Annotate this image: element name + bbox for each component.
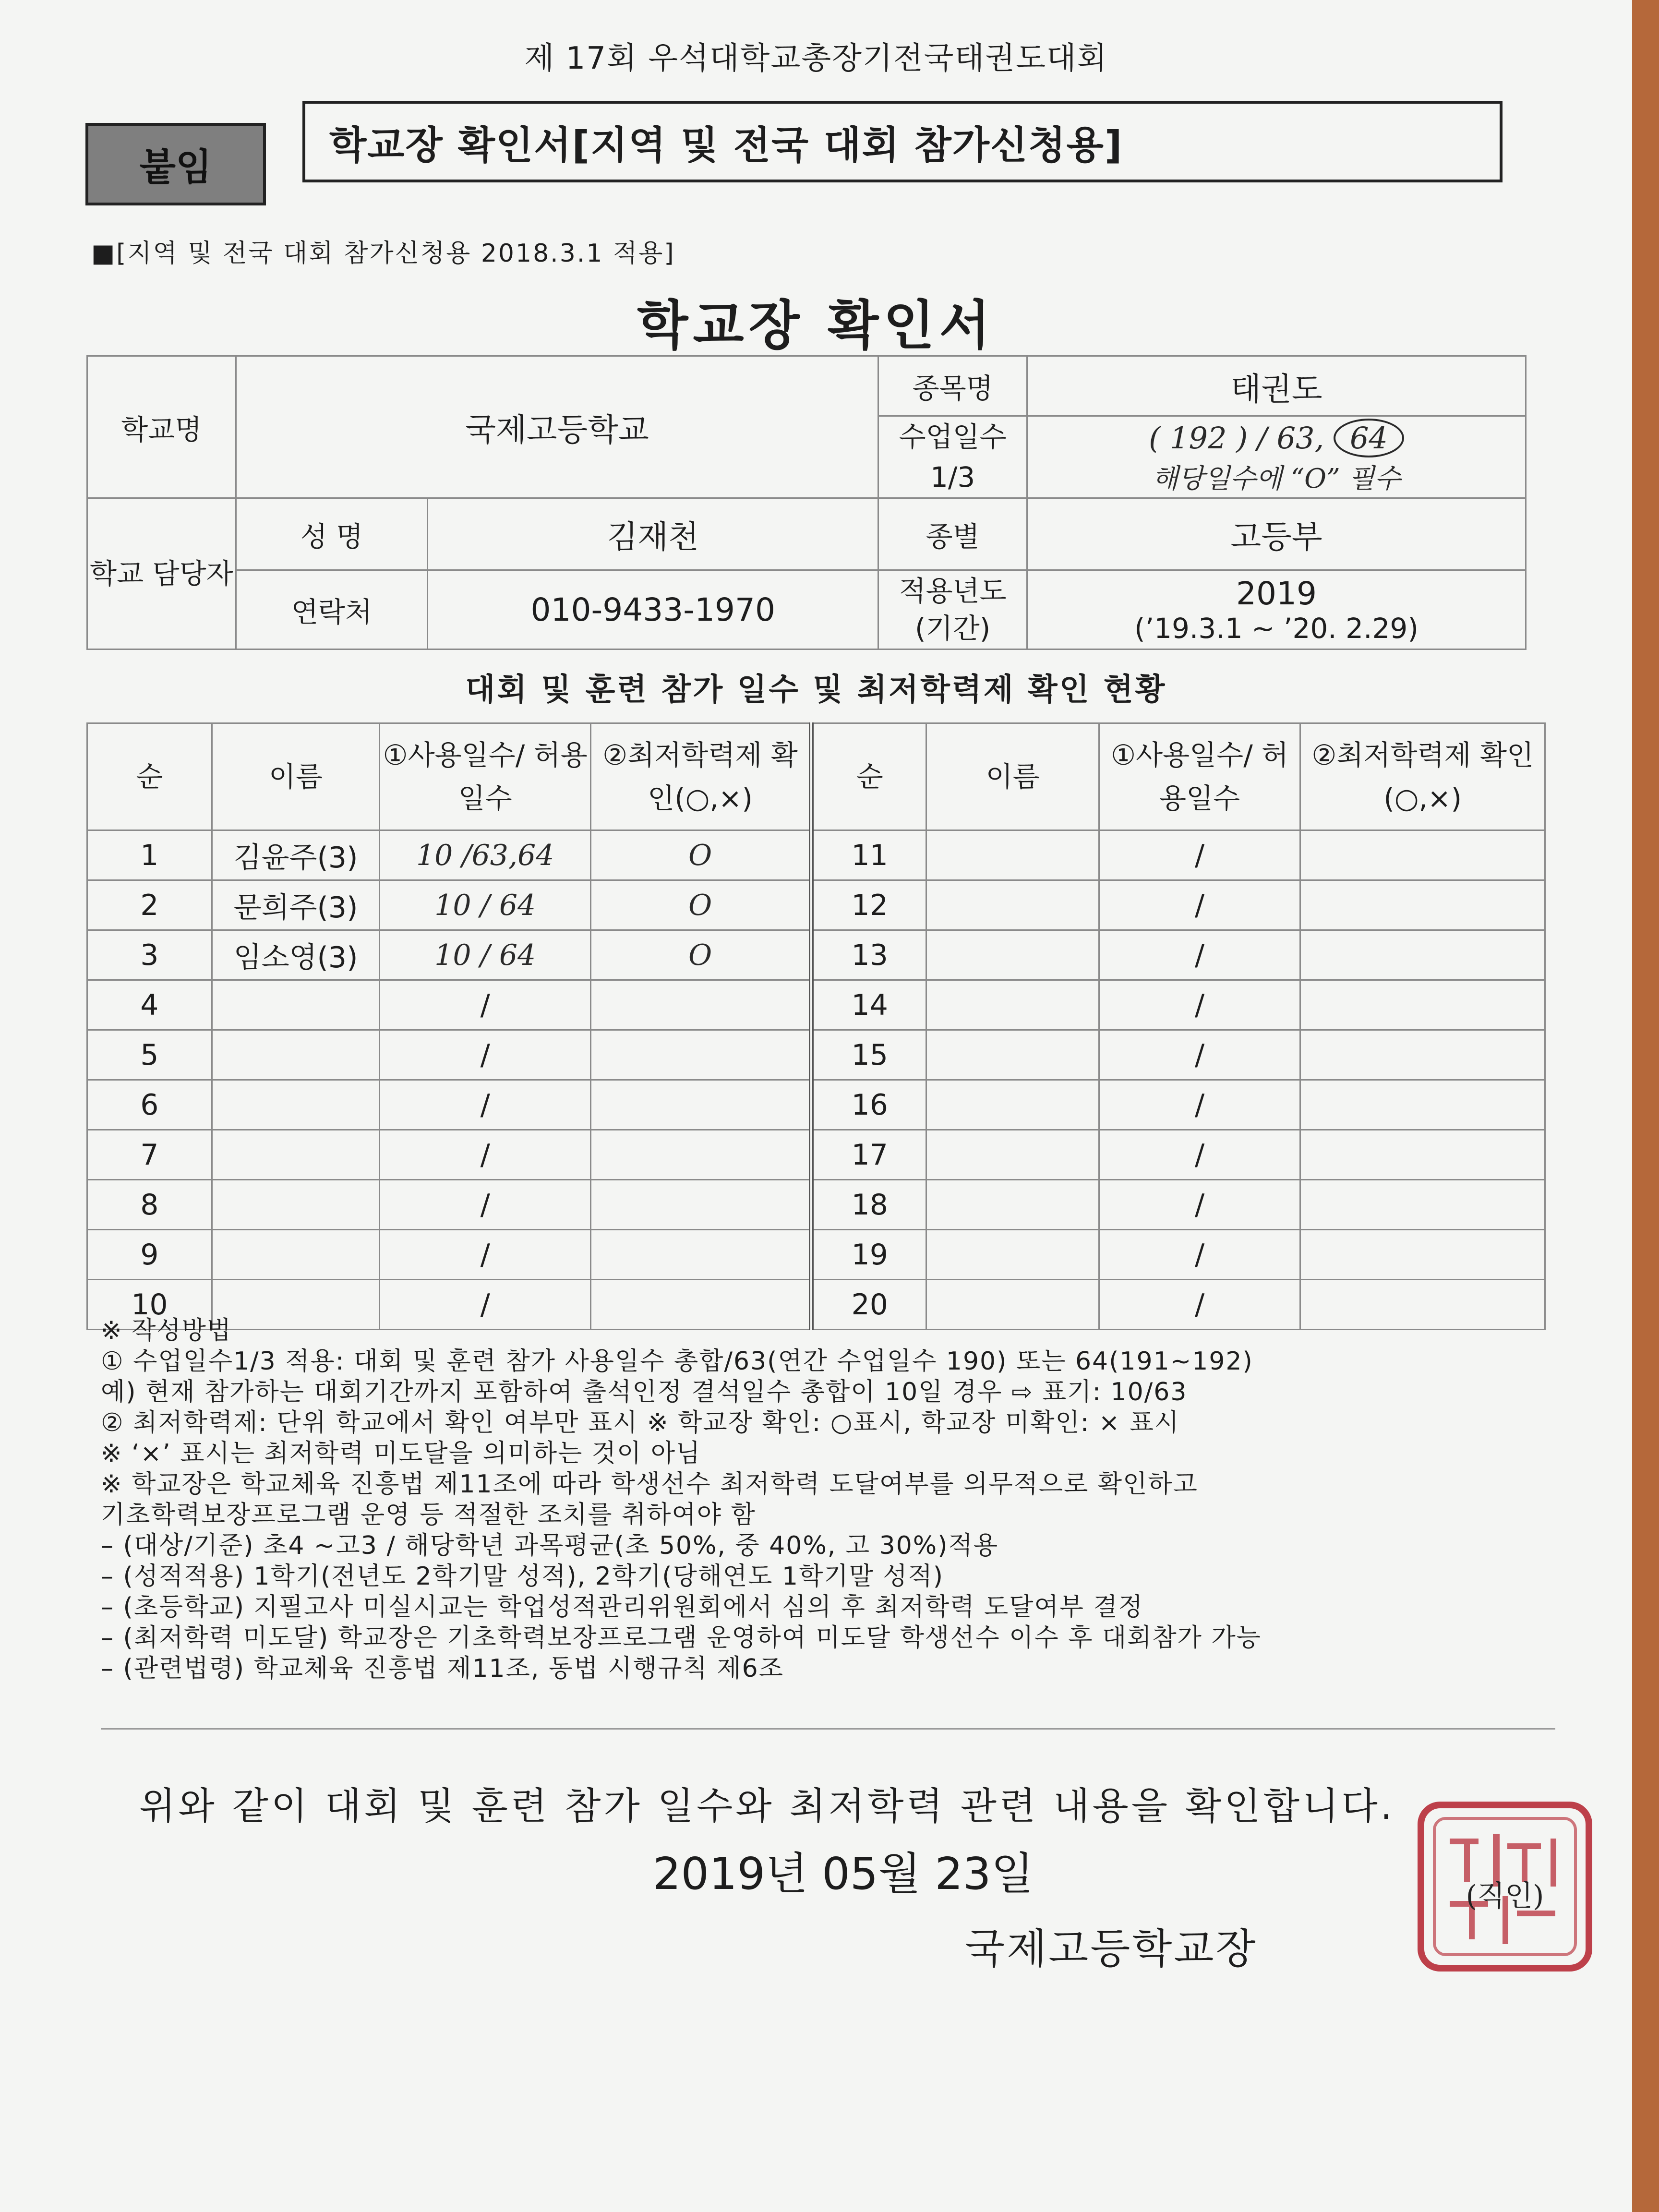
header-min-academic: ②최저학력제 확인(○,×) bbox=[591, 723, 812, 830]
days-used: / bbox=[380, 1180, 591, 1230]
school-name: 국제고등학교 bbox=[236, 356, 878, 498]
roster-table bbox=[86, 722, 1546, 1330]
header-no: 순 bbox=[811, 723, 926, 830]
class-days-cell bbox=[1027, 416, 1526, 498]
days-used: / bbox=[1099, 1130, 1300, 1180]
student-name: 김윤주(3) bbox=[212, 830, 380, 880]
academic-check bbox=[591, 1130, 812, 1180]
student-name bbox=[926, 830, 1099, 880]
roster-title: 대회 및 훈련 참가 일수 및 최저학력제 확인 현황 bbox=[465, 672, 1167, 708]
manager-label: 학교 담당자 bbox=[87, 498, 236, 649]
academic-check bbox=[1300, 830, 1545, 880]
row-no: 14 bbox=[811, 980, 926, 1030]
method-line: ② 최저학력제: 단위 학교에서 확인 여부만 표시 ※ 학교장 확인: ○표시, 학교장 미확인: × 표시 bbox=[101, 1408, 1180, 1437]
sport-label: 종목명 bbox=[878, 356, 1027, 416]
student-name bbox=[926, 1230, 1099, 1280]
row-no: 16 bbox=[811, 1080, 926, 1130]
row-no: 13 bbox=[811, 930, 926, 980]
student-name bbox=[926, 1030, 1099, 1080]
days-used: 10 / 64 bbox=[380, 880, 591, 930]
academic-check bbox=[591, 980, 812, 1030]
method-line: ※ ‘×’ 표시는 최저학력 미도달을 의미하는 것이 아님 bbox=[101, 1439, 701, 1468]
method-line: ※ 학교장은 학교체육 진흥법 제11조에 따라 학생선수 최저학력 도달여부를 의무적으로 확인하고 bbox=[101, 1470, 1198, 1499]
class-days-total: ( 192 ) bbox=[1149, 420, 1248, 456]
table-row bbox=[87, 1080, 1545, 1130]
event-name: 제 17회 우석대학교총장기전국태권도대회 bbox=[524, 41, 1108, 76]
table-row bbox=[87, 980, 1545, 1030]
header-days: ①사용일수/ 허용일수 bbox=[380, 723, 591, 830]
school-name-label: 학교명 bbox=[87, 356, 236, 498]
row-no: 5 bbox=[87, 1030, 212, 1080]
header-title: 학교장 확인서[지역 및 전국 대회 참가신청용] bbox=[302, 101, 1503, 182]
days-used: / bbox=[1099, 1030, 1300, 1080]
seal-handwritten-mark: (직인) bbox=[1466, 1879, 1544, 1913]
header-days: ①사용일수/ 허용일수 bbox=[1099, 723, 1300, 830]
table-row bbox=[87, 880, 1545, 930]
student-name bbox=[212, 1130, 380, 1180]
row-no: 10 bbox=[87, 1280, 212, 1330]
student-name bbox=[212, 1080, 380, 1130]
days-used: / bbox=[1099, 1230, 1300, 1280]
method-line: 예) 현재 참가하는 대회기간까지 포함하여 출석인정 결석일수 총합이 10일 경우 ⇨ 표기: 10/63 bbox=[101, 1378, 1188, 1407]
row-no: 6 bbox=[87, 1080, 212, 1130]
division-label: 종별 bbox=[878, 498, 1027, 570]
days-used: / bbox=[1099, 1180, 1300, 1230]
table-row bbox=[87, 930, 1545, 980]
academic-check: O bbox=[591, 880, 812, 930]
student-name bbox=[926, 880, 1099, 930]
academic-check bbox=[591, 1030, 812, 1080]
table-row bbox=[87, 1230, 1545, 1280]
row-no: 18 bbox=[811, 1180, 926, 1230]
row-no: 11 bbox=[811, 830, 926, 880]
days-used: 10 / 64 bbox=[380, 930, 591, 980]
method-line: ① 수업일수1/3 적용: 대회 및 훈련 참가 사용일수 총합/63(연간 수업일수 190) 또는 64(191~192) bbox=[101, 1347, 1253, 1376]
header-name: 이름 bbox=[926, 723, 1099, 830]
student-name bbox=[926, 930, 1099, 980]
row-no: 15 bbox=[811, 1030, 926, 1080]
student-name bbox=[926, 980, 1099, 1030]
method-line: – (성적적용) 1학기(전년도 2학기말 성적), 2학기(당해연도 1학기말 성적) bbox=[101, 1562, 944, 1591]
days-used: / bbox=[380, 1080, 591, 1130]
date: 2019년 05월 23일 bbox=[653, 1848, 1034, 1899]
class-days-value: ( 192 ) / 63, 64 bbox=[1028, 419, 1525, 457]
form-title: 학교장 확인서 bbox=[637, 295, 995, 356]
class-days-63: / 63 bbox=[1257, 420, 1315, 456]
days-used: / bbox=[380, 1230, 591, 1280]
class-days-label: 수업일수 1/3 bbox=[878, 416, 1027, 498]
student-name bbox=[212, 1180, 380, 1230]
academic-check: O bbox=[591, 830, 812, 880]
row-no: 1 bbox=[87, 830, 212, 880]
year-label: 적용년도 (기간) bbox=[878, 570, 1027, 649]
days-used: / bbox=[380, 980, 591, 1030]
writing-method bbox=[101, 1315, 1551, 1684]
row-no: 8 bbox=[87, 1180, 212, 1230]
student-name bbox=[926, 1080, 1099, 1130]
academic-check bbox=[1300, 1030, 1545, 1080]
row-no: 3 bbox=[87, 930, 212, 980]
academic-check bbox=[1300, 1080, 1545, 1130]
form-note: ■[지역 및 전국 대회 참가신청용 2018.3.1 적용] bbox=[91, 239, 675, 268]
row-no: 7 bbox=[87, 1130, 212, 1180]
method-line: ※ 작성방법 bbox=[101, 1316, 232, 1345]
school-info-table bbox=[86, 355, 1527, 650]
academic-check bbox=[1300, 880, 1545, 930]
period: (’19.3.1 ~ ’20. 2.29) bbox=[1134, 612, 1419, 645]
student-name bbox=[212, 1030, 380, 1080]
official-seal-image bbox=[1411, 1795, 1599, 1978]
method-line: – (관련법령) 학교체육 진흥법 제11조, 동법 시행규칙 제6조 bbox=[101, 1654, 784, 1683]
header-name: 이름 bbox=[212, 723, 380, 830]
row-no: 4 bbox=[87, 980, 212, 1030]
year-cell bbox=[1027, 570, 1526, 649]
principal-name: 국제고등학교장 bbox=[965, 1925, 1258, 1973]
attachment-badge: 붙임 bbox=[85, 123, 266, 205]
method-line: – (대상/기준) 초4 ~고3 / 해당학년 과목평균(초 50%, 중 40%, 고 30%)적용 bbox=[101, 1531, 998, 1560]
academic-check bbox=[1300, 1230, 1545, 1280]
row-no: 12 bbox=[811, 880, 926, 930]
year: 2019 bbox=[1236, 575, 1317, 612]
days-used: 10 /63,64 bbox=[380, 830, 591, 880]
confirmation-text: 위와 같이 대회 및 훈련 참가 일수와 최저학력 관련 내용을 확인합니다. bbox=[139, 1785, 1395, 1828]
student-name bbox=[212, 1230, 380, 1280]
sport: 태권도 bbox=[1027, 356, 1526, 416]
table-row bbox=[87, 1030, 1545, 1080]
method-line: 기초학력보장프로그램 운영 등 적절한 조치를 취하여야 함 bbox=[101, 1501, 756, 1529]
days-used: / bbox=[1099, 930, 1300, 980]
days-used: / bbox=[380, 1280, 591, 1330]
days-used: / bbox=[380, 1030, 591, 1080]
days-used: / bbox=[1099, 1080, 1300, 1130]
student-name bbox=[212, 980, 380, 1030]
academic-check bbox=[591, 1180, 812, 1230]
student-name bbox=[926, 1180, 1099, 1230]
academic-check bbox=[591, 1230, 812, 1280]
name-label: 성 명 bbox=[236, 498, 428, 570]
academic-check bbox=[1300, 980, 1545, 1030]
header-no: 순 bbox=[87, 723, 212, 830]
table-row bbox=[87, 830, 1545, 880]
class-days-note: 해당일수에 “O” 필수 bbox=[1152, 463, 1401, 494]
method-line: – (최저학력 미도달) 학교장은 기초학력보장프로그램 운영하여 미도달 학생선수 이수 후 대회참가 가능 bbox=[101, 1623, 1262, 1652]
academic-check bbox=[1300, 1130, 1545, 1180]
row-no: 2 bbox=[87, 880, 212, 930]
days-used: / bbox=[1099, 830, 1300, 880]
row-no: 19 bbox=[811, 1230, 926, 1280]
contact: 010-9433-1970 bbox=[428, 570, 878, 649]
header-min-academic: ②최저학력제 확인(○,×) bbox=[1300, 723, 1545, 830]
days-used: / bbox=[1099, 1280, 1300, 1330]
method-line: – (초등학교) 지필고사 미실시교는 학업성적관리위원회에서 심의 후 최저학력 도달여부 결정 bbox=[101, 1593, 1143, 1622]
table-row bbox=[87, 1180, 1545, 1230]
academic-check: O bbox=[591, 930, 812, 980]
academic-check bbox=[1300, 1180, 1545, 1230]
row-no: 17 bbox=[811, 1130, 926, 1180]
student-name: 임소영(3) bbox=[212, 930, 380, 980]
row-no: 9 bbox=[87, 1230, 212, 1280]
contact-label: 연락처 bbox=[236, 570, 428, 649]
student-name: 문희주(3) bbox=[212, 880, 380, 930]
row-no: 20 bbox=[811, 1280, 926, 1330]
academic-check bbox=[591, 1080, 812, 1130]
days-used: / bbox=[1099, 880, 1300, 930]
student-name bbox=[926, 1130, 1099, 1180]
days-used: / bbox=[380, 1130, 591, 1180]
academic-check bbox=[1300, 930, 1545, 980]
table-row bbox=[87, 1130, 1545, 1180]
divider-line bbox=[101, 1728, 1555, 1730]
days-used: / bbox=[1099, 980, 1300, 1030]
division: 고등부 bbox=[1027, 498, 1526, 570]
manager-name: 김재천 bbox=[428, 498, 878, 570]
class-days-64-circled: 64 bbox=[1334, 419, 1404, 457]
